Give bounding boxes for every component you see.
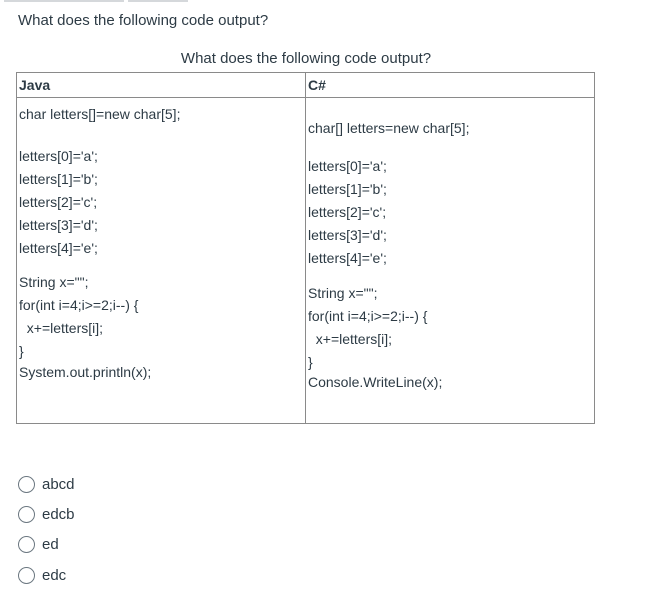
csharp-column-header: C#: [306, 73, 594, 98]
answer-option-label: abcd: [42, 475, 75, 493]
radio-button[interactable]: [18, 567, 35, 584]
code-comparison-table: [16, 72, 595, 424]
code-line: char letters[]=new char[5];: [19, 106, 181, 122]
answer-option-label: edc: [42, 566, 67, 584]
radio-button[interactable]: [18, 506, 35, 523]
code-line: }: [308, 354, 313, 370]
top-divider: [4, 0, 124, 2]
radio-button[interactable]: [18, 476, 35, 493]
answer-option-label: edcb: [42, 505, 75, 523]
java-code-cell: [17, 98, 306, 423]
code-line: letters[0]='a';: [308, 158, 387, 174]
table-caption: What does the following code output?: [180, 50, 432, 67]
code-line: letters[2]='c';: [19, 194, 98, 210]
code-line: letters[1]='b';: [19, 171, 98, 187]
code-line: letters[4]='e';: [19, 240, 98, 256]
top-divider-secondary: [128, 0, 188, 2]
answer-option-edcb[interactable]: [18, 503, 75, 525]
code-line: String x="";: [19, 274, 89, 290]
java-column-header: Java: [17, 73, 306, 98]
code-line: letters[0]='a';: [19, 148, 98, 164]
code-line: }: [19, 343, 24, 359]
code-line: x+=letters[i];: [308, 331, 393, 347]
answer-option-abcd[interactable]: [18, 473, 75, 495]
code-line: for(int i=4;i>=2;i--) {: [19, 297, 139, 313]
code-line: x+=letters[i];: [19, 320, 104, 336]
radio-button[interactable]: [18, 536, 35, 553]
code-line: Console.WriteLine(x);: [308, 374, 443, 390]
code-line: String x="";: [308, 285, 378, 301]
answer-option-edc[interactable]: [18, 564, 66, 586]
code-line: System.out.println(x);: [19, 364, 152, 380]
code-line: letters[1]='b';: [308, 181, 387, 197]
code-line: letters[3]='d';: [308, 227, 387, 243]
code-line: letters[4]='e';: [308, 250, 387, 266]
code-line: letters[3]='d';: [19, 217, 98, 233]
code-line: for(int i=4;i>=2;i--) {: [308, 308, 428, 324]
code-line: letters[2]='c';: [308, 204, 387, 220]
answer-option-label: ed: [42, 535, 59, 553]
answer-option-ed[interactable]: [18, 533, 59, 555]
code-line: char[] letters=new char[5];: [308, 120, 470, 136]
question-text: What does the following code output?: [18, 12, 269, 29]
csharp-code-cell: [306, 98, 594, 423]
